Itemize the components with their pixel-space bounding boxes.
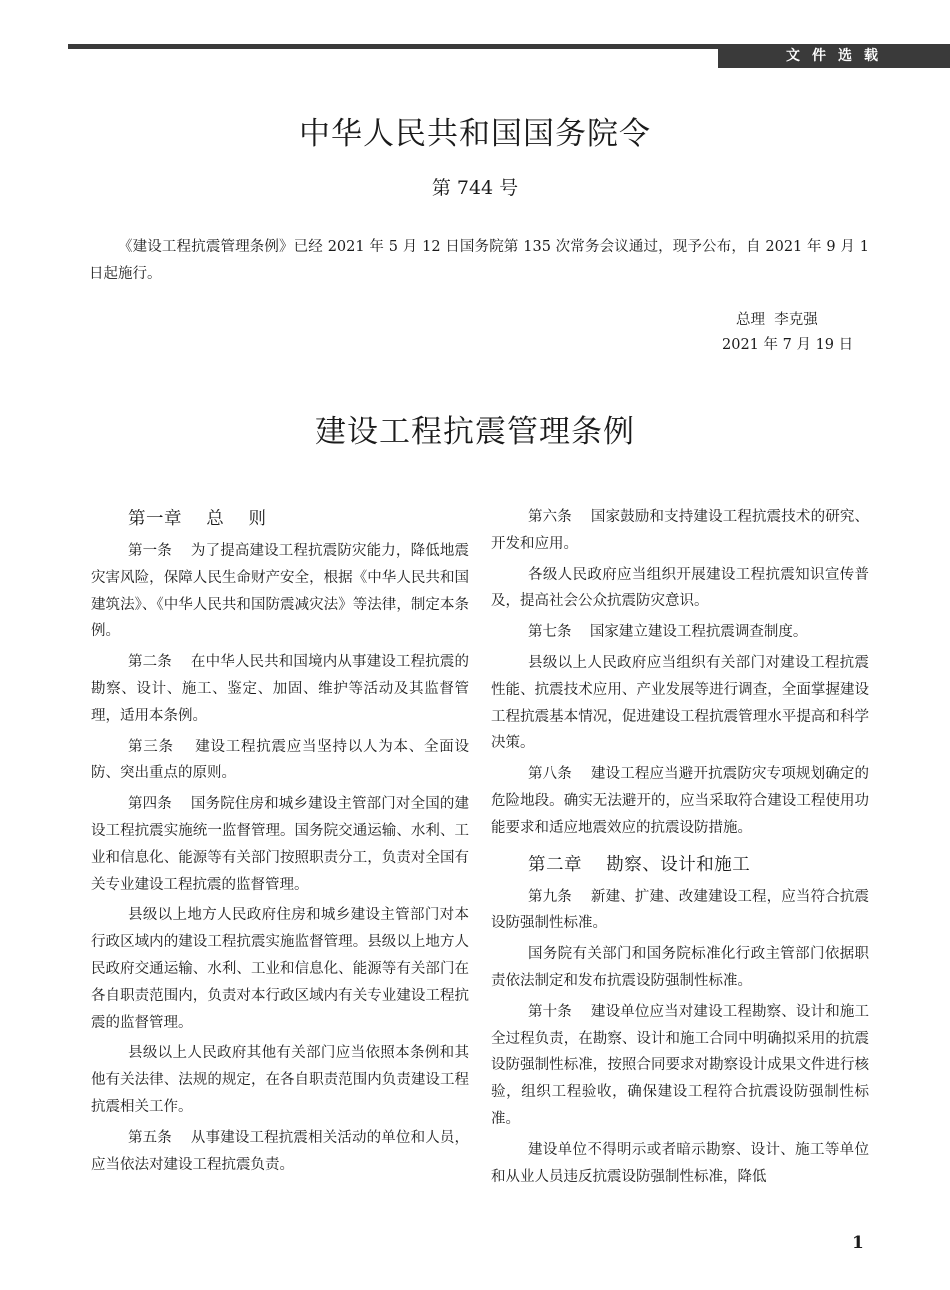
page-number: 1 (852, 1233, 864, 1253)
regulation-title: 建设工程抗震管理条例 (315, 414, 635, 450)
order-number: 第 744 号 (431, 177, 519, 199)
article-paragraph: 第二条 在中华人民共和国境内从事建设工程抗震的勘察、设计、施工、鉴定、加固、维护等活动及其监督管理，适用本条例。 (91, 654, 469, 724)
article-paragraph: 建设单位不得明示或者暗示勘察、设计、施工等单位和从业人员违反抗震设防强制性标准，降低 (491, 1141, 869, 1185)
article-paragraph: 第七条 国家建立建设工程抗震调查制度。 (528, 624, 808, 641)
order-title: 中华人民共和国国务院令 (299, 116, 651, 152)
article-paragraph: 第一条 为了提高建设工程抗震防灾能力，降低地震灾害风险，保障人民生命财产安全，根据《中华人民共和国建筑法》、《中华人民共和国防震减灾法》等法律，制定本条例。 (91, 543, 469, 640)
section-label: 文件选载 (718, 44, 950, 68)
article-paragraph: 第四条 国务院住房和城乡建设主管部门对全国的建设工程抗震实施统一监督管理。国务院交通运输、水利、工业和信息化、能源等有关部门按照职责分工，负责对全国有关专业建设工程抗震的监督管理。 (91, 796, 469, 893)
article-paragraph: 县级以上人民政府其他有关部门应当依照本条例和其他有关法律、法规的规定，在各自职责范围内负责建设工程抗震相关工作。 (91, 1045, 469, 1115)
left-column (91, 504, 469, 1182)
article-paragraph: 县级以上地方人民政府住房和城乡建设主管部门对本行政区域内的建设工程抗震实施监督管理。县级以上地方人民政府交通运输、水利、工业和信息化、能源等有关部门在各自职责范围内，负责对本行政区域内有关专业建设工程抗震的监督管理。 (91, 907, 469, 1031)
article-paragraph: 第三条 建设工程抗震应当坚持以人为本、全面设防、突出重点的原则。 (91, 738, 469, 782)
right-column (491, 504, 869, 1194)
article-paragraph: 第九条 新建、扩建、改建建设工程，应当符合抗震设防强制性标准。 (491, 888, 869, 932)
article-paragraph: 第六条 国家鼓励和支持建设工程抗震技术的研究、开发和应用。 (491, 509, 869, 552)
chapter-heading: 第二章 勘察、设计和施工 (528, 854, 751, 875)
article-paragraph: 第十条 建设单位应当对建设工程勘察、设计和施工全过程负责，在勘察、设计和施工合同中明确拟采用的抗震设防强制性标准，按照合同要求对勘察设计成果文件进行核验，组织工程验收，确保建设工程符合抗震设防强制性标准。 (491, 1003, 869, 1127)
article-paragraph: 第八条 建设工程应当避开抗震防灾专项规划确定的危险地段。确实无法避开的，应当采取符合建设工程使用功能要求和适应地震效应的抗震设防措施。 (491, 766, 869, 836)
article-paragraph: 县级以上人民政府应当组织有关部门对建设工程抗震性能、抗震技术应用、产业发展等进行调查，全面掌握建设工程抗震基本情况，促进建设工程抗震管理水平提高和科学决策。 (491, 654, 869, 752)
article-paragraph: 第五条 从事建设工程抗震相关活动的单位和人员，应当依法对建设工程抗震负责。 (91, 1129, 469, 1173)
sign-date: 2021 年 7 月 19 日 (722, 337, 854, 353)
article-paragraph: 国务院有关部门和国务院标准化行政主管部门依据职责依法制定和发布抗震设防强制性标准。 (491, 946, 869, 989)
order-preamble: 《建设工程抗震管理条例》已经 2021 年 5 月 12 日国务院第 135 次常务会议通过，现予公布，自 2021 年 9 月 1 日起施行。 (89, 239, 869, 282)
article-paragraph: 各级人民政府应当组织开展建设工程抗震知识宣传普及，提高社会公众抗震防灾意识。 (491, 566, 869, 610)
chapter-heading: 第一章 总 则 (128, 509, 267, 529)
signer: 总理 李克强 (736, 312, 818, 328)
